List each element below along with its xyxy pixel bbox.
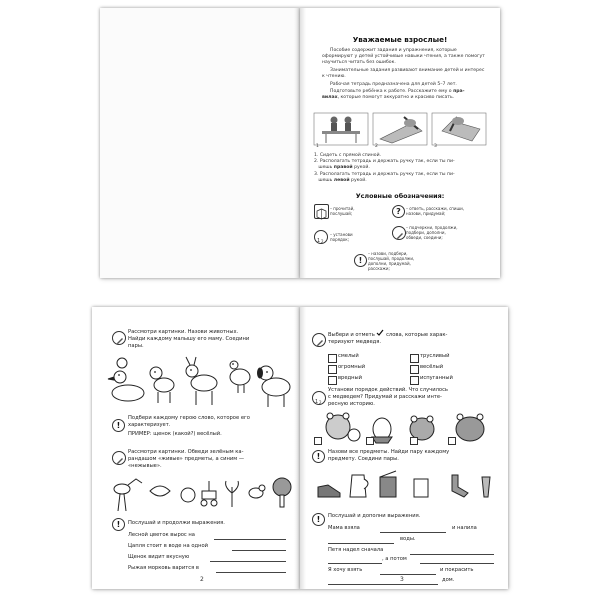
- fill-line-5[interactable]: [420, 563, 494, 564]
- task-circle-objects: Рассмотри картинки. Обведи зелёным ка- рандашом «живые» предметы, а синим — «нежывые».: [128, 449, 245, 469]
- fig-label-1: 1: [316, 144, 319, 149]
- checkbox-brave[interactable]: [328, 354, 337, 363]
- animals-illustration: [106, 353, 296, 411]
- order-box-1[interactable]: [314, 437, 322, 445]
- word-scared: испуганный: [420, 375, 453, 381]
- svg-text:2: 2: [319, 400, 322, 405]
- checkbox-cheerful[interactable]: [410, 365, 419, 374]
- bear-sequence-illustration: [310, 407, 500, 445]
- exclamation-icon: !: [312, 513, 325, 526]
- page-number: 3: [400, 576, 404, 583]
- legend-title: Условные обозначения:: [355, 192, 445, 200]
- svg-text:2: 2: [321, 239, 324, 244]
- writing-posture-illustration: [312, 109, 488, 149]
- svg-text:1: 1: [315, 399, 319, 405]
- book-icon: [314, 204, 329, 219]
- question-icon: ?: [392, 205, 405, 218]
- task-continue-phrases: Послушай и продолжи выражения.: [128, 520, 225, 526]
- intro-title: Уважаемые взрослые!: [352, 35, 448, 44]
- bottom-left-page: [92, 307, 300, 589]
- order-box-4[interactable]: [448, 437, 456, 445]
- intro-paragraph-1: Пособие содержит задания и упражнения, которые оформируют у детей устойчивые навыки чтения, а также помогут научиться читать без ошибок.: [322, 48, 485, 66]
- fill-3-b: и покрасить: [440, 567, 474, 573]
- task-find-mothers: Рассмотри картинки. Назови животных. Найди каждому малышу его маму. Соедини пары.: [128, 329, 250, 349]
- fill-2-b: , а потом: [382, 556, 407, 562]
- intro-paragraph-2: Занимательные задания развивают внимание детей и интерес к чтению.: [322, 68, 485, 80]
- fill-line-2[interactable]: [328, 543, 394, 544]
- pencil-icon: [312, 333, 326, 347]
- checkbox-cowardly[interactable]: [410, 354, 419, 363]
- svg-text:1: 1: [317, 238, 321, 244]
- phrase-3: Щенок видит вкусную: [128, 554, 190, 560]
- legend-item-3: – установи порядок;: [330, 232, 353, 242]
- task-find-pairs: Назови все предметы. Найди пару каждому предмету. Соедини пары.: [328, 449, 450, 462]
- fill-3-c: дом.: [442, 577, 455, 583]
- task-choose-words: Выбери и отметь слова, которые харак- теризуют медведя.: [328, 329, 504, 346]
- word-cheerful: весёлый: [420, 364, 444, 370]
- pencil-icon: [392, 226, 406, 240]
- answer-line-2[interactable]: [232, 550, 286, 551]
- word-cowardly: трусливый: [420, 353, 450, 359]
- phrase-2: Цапля стоит в воде на одной: [128, 543, 209, 549]
- checkbox-huge[interactable]: [328, 365, 337, 374]
- rule-3: 3. Располагать тетрадь и держать ручку так, если ты пи- шешь левой рукой.: [314, 172, 455, 184]
- legend-item-4: – подчеркни, продолжи, подбери, дополни, обведи, соедини;: [406, 225, 458, 240]
- page-number: 2: [200, 576, 204, 583]
- fill-1-b: и налила: [452, 525, 477, 531]
- checkbox-harmful[interactable]: [328, 376, 337, 385]
- intro-paragraph-3: Рабочая тетрадь предназначена для детей 5–7 лет.: [330, 82, 457, 87]
- order-box-3[interactable]: [410, 437, 418, 445]
- exclamation-icon: !: [112, 419, 125, 432]
- sequence-icon: [314, 230, 328, 244]
- phrase-4: Рыжая морковь варится в: [128, 565, 199, 571]
- rule-1: 1. Сидеть с прямой спиной.: [314, 153, 382, 158]
- phrase-1: Лесной цветок вырос на: [128, 532, 195, 538]
- rule-2: 2. Располагать тетрадь и держать ручку так, если ты пи- шешь правой рукой.: [314, 159, 455, 171]
- exclamation-icon: !: [312, 450, 325, 463]
- word-harmful: вредный: [338, 375, 362, 381]
- task-characterize: Подбери каждому герою слово, которое его характеризует.: [128, 415, 250, 428]
- fig-label-3: 3: [434, 144, 437, 149]
- legend-item-5: – назови, подбери, послушай, продолжи, дополни, придумай, расскажи;: [368, 251, 415, 271]
- fill-1-a: Мама взяла: [328, 525, 360, 531]
- answer-line-4[interactable]: [216, 572, 286, 573]
- exclamation-icon: !: [112, 518, 125, 531]
- word-brave: смелый: [338, 353, 359, 359]
- order-box-2[interactable]: [366, 437, 374, 445]
- exclamation-icon: !: [354, 254, 367, 267]
- top-left-page: [100, 8, 300, 278]
- items-illustration: [312, 467, 502, 505]
- answer-line-1[interactable]: [214, 539, 286, 540]
- task-example: ПРИМЕР: щенок (какой?) весёлый.: [128, 431, 222, 437]
- task-complete-phrases: Послушай и дополни выражения.: [328, 513, 421, 519]
- intro-paragraph-4: Подготовьте ребёнка к работе. Расскажите ему о пра- вилах, которые помогут аккуратно и красиво писать.: [322, 89, 465, 101]
- fill-line-4[interactable]: [328, 563, 382, 564]
- checkbox-scared[interactable]: [410, 376, 419, 385]
- bottom-right-page: [300, 307, 508, 589]
- fill-line-3[interactable]: [410, 554, 494, 555]
- answer-line-3[interactable]: [210, 561, 286, 562]
- check-mark-icon: [376, 329, 384, 336]
- fig-label-2: 2: [375, 144, 378, 149]
- task-sequence: Установи порядок действий. Что случилось с медведем? Придумай и расскажи инте- ресную историю.: [328, 387, 448, 407]
- pencil-icon: [112, 451, 126, 465]
- fill-line-1[interactable]: [380, 532, 446, 533]
- word-huge: огромный: [338, 364, 366, 370]
- fill-2-a: Петя надел сначала: [328, 547, 384, 553]
- legend-item-1: – прочитай, послушай;: [330, 206, 355, 216]
- top-right-page: [300, 8, 500, 278]
- legend-item-2: – ответь, расскажи, спиши, назови, придумай;: [406, 206, 465, 216]
- fill-line-7[interactable]: [328, 584, 438, 585]
- objects-illustration: [106, 473, 296, 513]
- pencil-icon: [112, 331, 126, 345]
- sequence-icon: [312, 391, 326, 405]
- fill-3-a: Я хочу взять: [328, 567, 363, 573]
- fill-1-c: воды.: [400, 536, 416, 542]
- fill-line-6[interactable]: [380, 574, 436, 575]
